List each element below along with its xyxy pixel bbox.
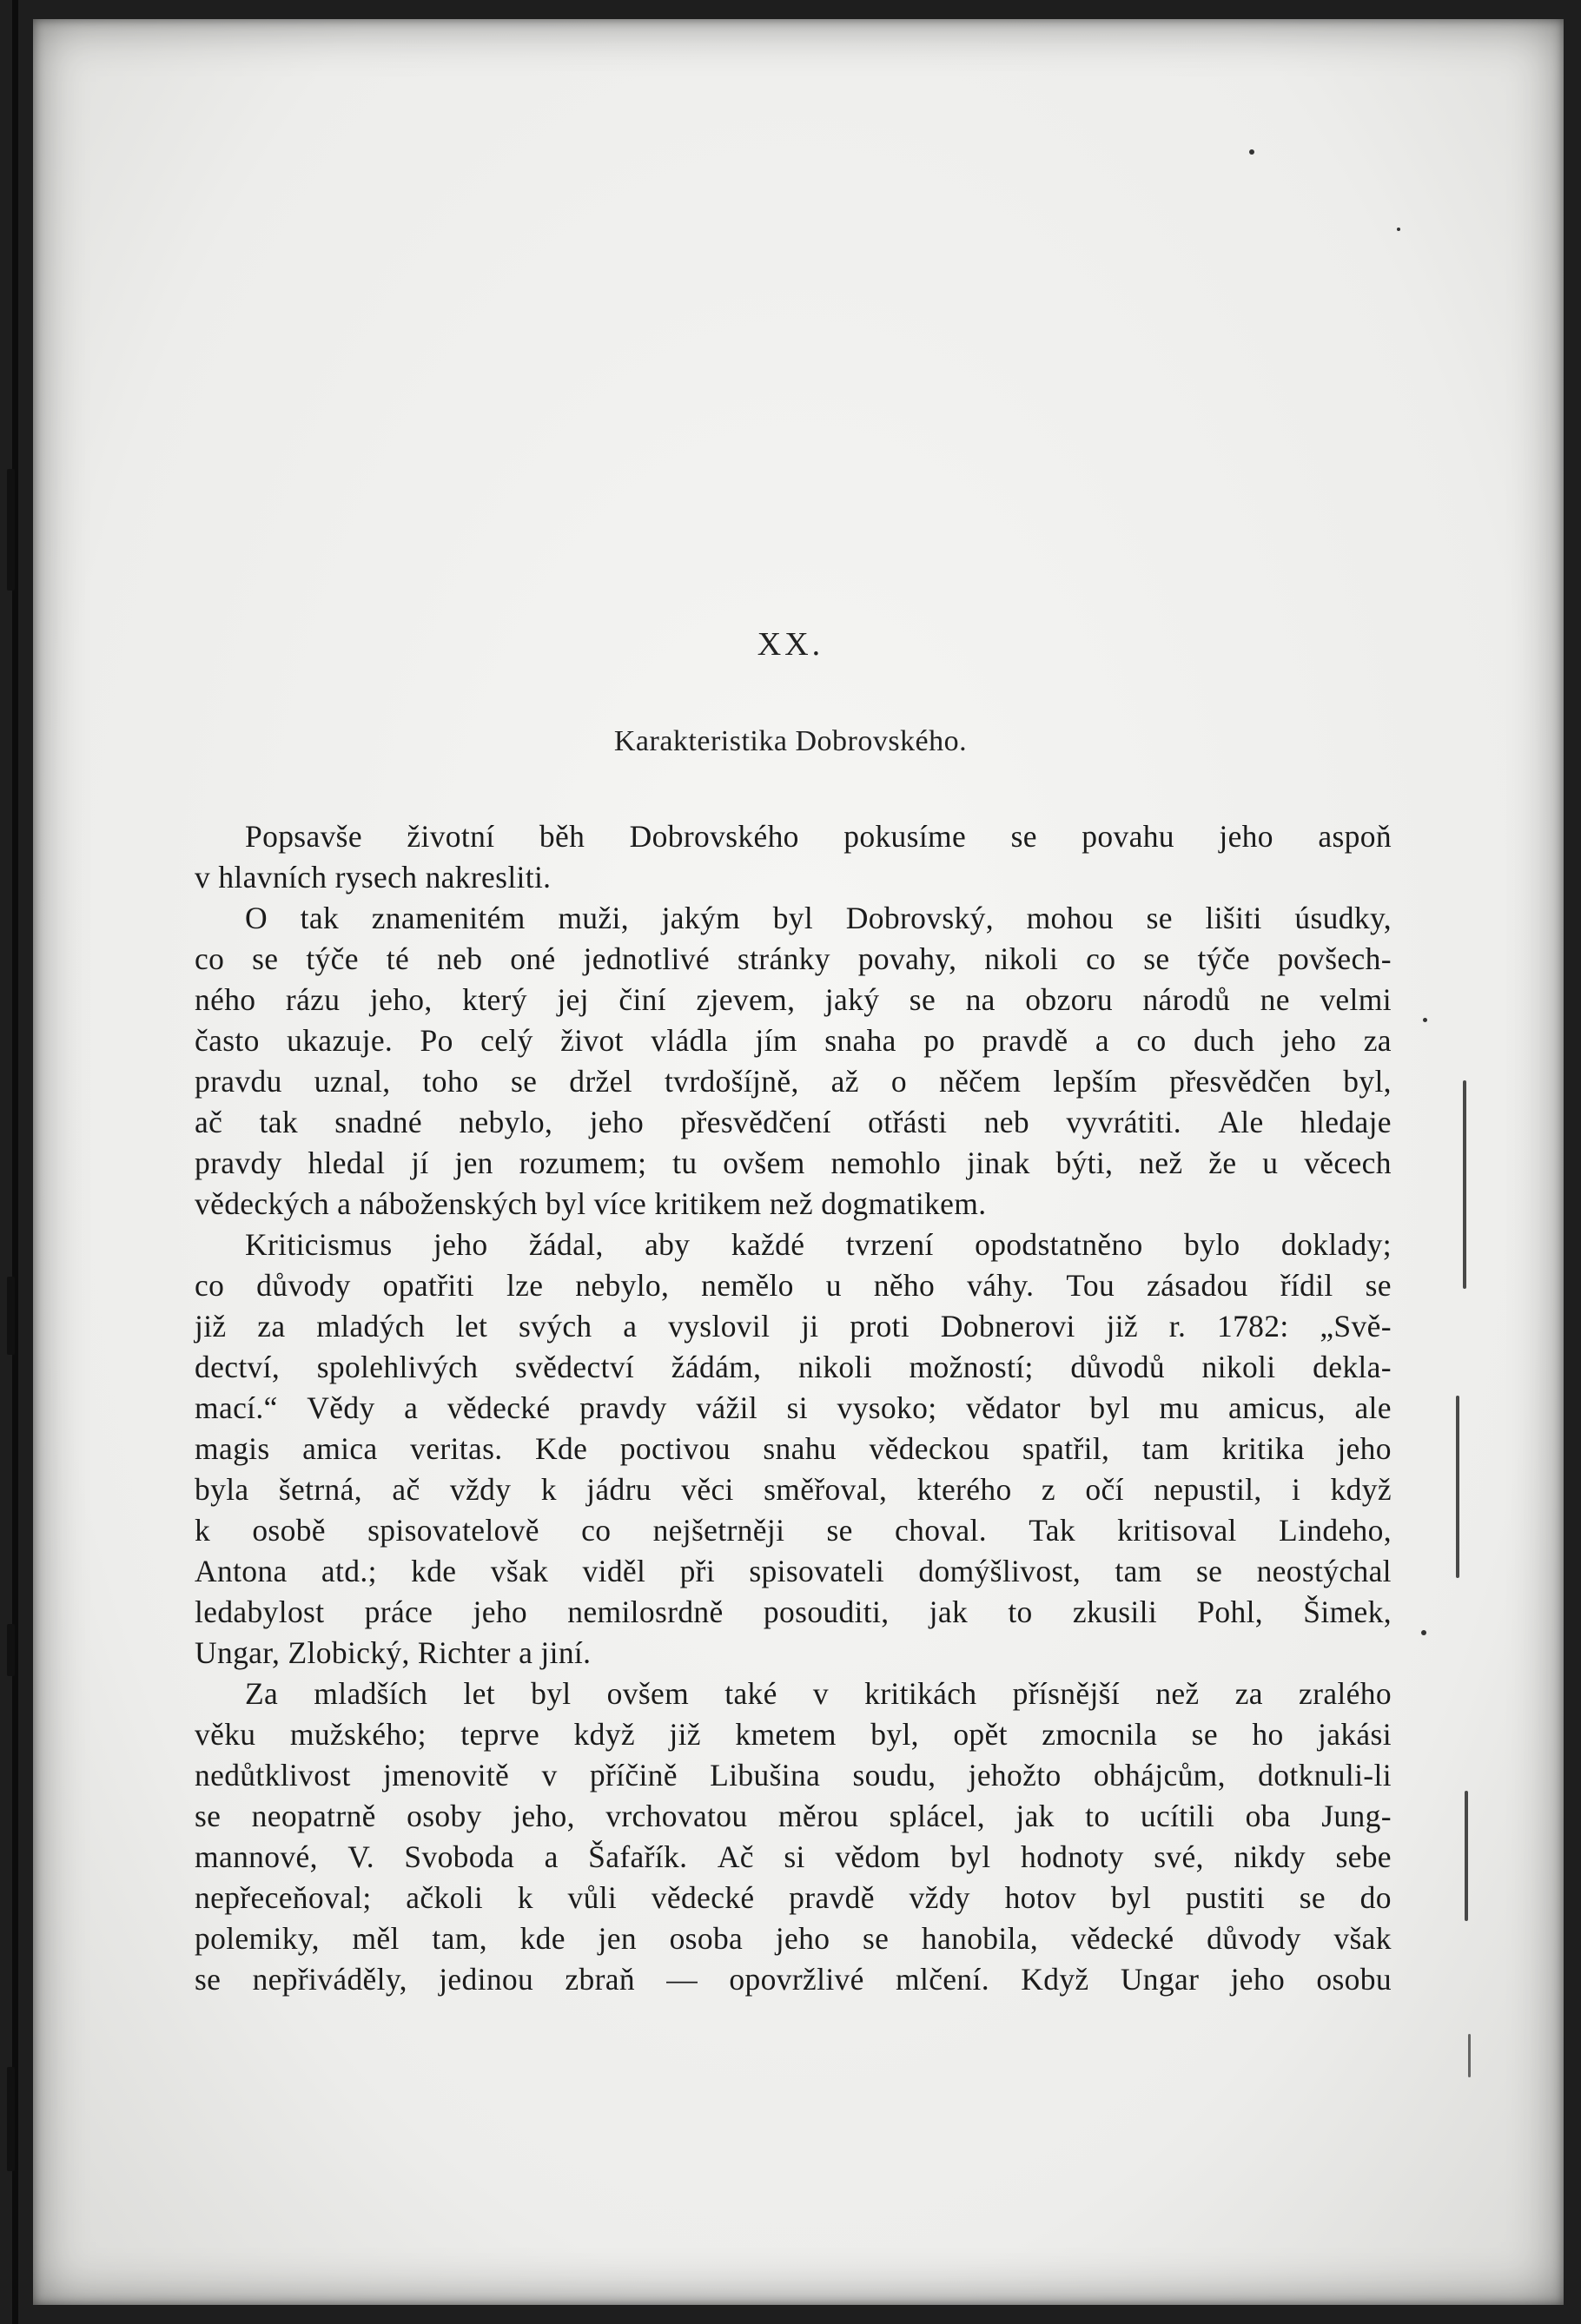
margin-mark [1465,1791,1468,1921]
text-line: polemiky, měl tam, kde jen osoba jeho se hanobila, vědecké důvody však [195,1921,1392,1956]
text-line: co důvody opatřiti lze nebylo, nemělo u něho váhy. Tou zásadou řídil se [195,1268,1392,1303]
text-line: Antona atd.; kde však viděl při spisovateli domýšlivost, tam se neostýchal [195,1554,1392,1588]
binding-edge [12,0,18,2324]
text-line: pravdu uznal, toho se držel tvrdošíjně, až o něčem lepším přesvědčen byl, [195,1064,1392,1099]
paragraph [195,898,1392,1225]
text-line: nepřeceňoval; ačkoli k vůli vědecké pravdě vždy hotov byl pustiti se do [195,1880,1392,1915]
text-line: ač tak snadné nebylo, jeho přesvědčení otřásti neb vyvrátiti. Ale hledaje [195,1105,1392,1139]
text-line: ledabylost práce jeho nemilosrdně posouditi, jak to zkusili Pohl, Šimek, [195,1594,1392,1629]
body-text [195,816,1392,2000]
chapter-title: Karakteristika Dobrovského. [613,725,968,757]
paragraph [195,1225,1392,1674]
text-line: nedůtklivost jmenovitě v příčině Libušina soudu, jehožto obhájcům, dotknuli-li [195,1758,1392,1793]
margin-mark [1456,1396,1459,1578]
binding-mark [7,469,15,591]
binding-mark [7,1624,15,1676]
margin-mark [1463,1080,1466,1289]
text-line: k osobě spisovatelově co nejšetrněji se choval. Tak kritisoval Lindeho, [195,1513,1392,1548]
text-line: se nepřiváděly, jedinou zbraň — opovržlivé mlčení. Když Ungar jeho osobu [195,1962,1392,1997]
text-line: co se týče té neb oné jednotlivé stránky povahy, nikoli co se týče povšech- [195,941,1392,976]
binding-mark [7,1277,15,1355]
speck [1421,1630,1426,1635]
text-line: mannové, V. Svoboda a Šafařík. Ač si vědom byl hodnoty své, nikdy sebe [195,1839,1392,1874]
text-line: ného rázu jeho, který jej činí zjevem, jaký se na obzoru národů ne velmi [195,982,1392,1017]
text-line: často ukazuje. Po celý život vládla jím snaha po pravdě a co duch jeho za [195,1023,1392,1058]
paragraph [195,816,1392,898]
text-line: vědeckých a náboženských byl více kritikem než dogmatikem. [195,1186,987,1221]
text-line: byla šetrná, ač vždy k jádru věci směřoval, kterého z očí nepustil, i když [195,1472,1392,1507]
text-line: mací.“ Vědy a vědecké pravdy vážil si vysoko; vědator byl mu amicus, ale [195,1390,1392,1425]
text-line: Popsavše životní běh Dobrovského pokusíme se povahu jeho aspoň [245,819,1392,854]
text-line: O tak znamenitém muži, jakým byl Dobrovský, mohou se lišiti úsudky, [245,901,1392,935]
text-line: v hlavních rysech nakresliti. [195,860,552,895]
speck [1397,228,1400,231]
chapter-number: XX. [757,626,824,663]
binding-mark [7,2067,15,2171]
text-line: Ungar, Zlobický, Richter a jiní. [195,1635,592,1670]
text-line: pravdy hledal jí jen rozumem; tu ovšem nemohlo jinak býti, než že u věcech [195,1145,1392,1180]
speck [1249,149,1254,155]
margin-mark [1468,2034,1471,2077]
text-line: věku mužského; teprve když již kmetem byl, opět zmocnila se ho jakási [195,1717,1392,1752]
text-line: Kriticismus jeho žádal, aby každé tvrzení opodstatněno bylo doklady; [245,1227,1392,1262]
text-line: magis amica veritas. Kde poctivou snahu vědeckou spatřil, tam kritika jeho [195,1431,1392,1466]
text-line: dectví, spolehlivých svědectví žádám, nikoli možností; důvodů nikoli dekla- [195,1350,1392,1384]
speck [1423,1018,1427,1022]
text-line: Za mladších let byl ovšem také v kritikách přísnější než za zralého [245,1676,1392,1711]
text-line: již za mladých let svých a vyslovil ji proti Dobnerovi již r. 1782: „Svě- [195,1309,1392,1344]
text-line: se neopatrně osoby jeho, vrchovatou měrou splácel, jak to ucítili oba Jung- [195,1799,1392,1833]
paragraph [195,1674,1392,2000]
